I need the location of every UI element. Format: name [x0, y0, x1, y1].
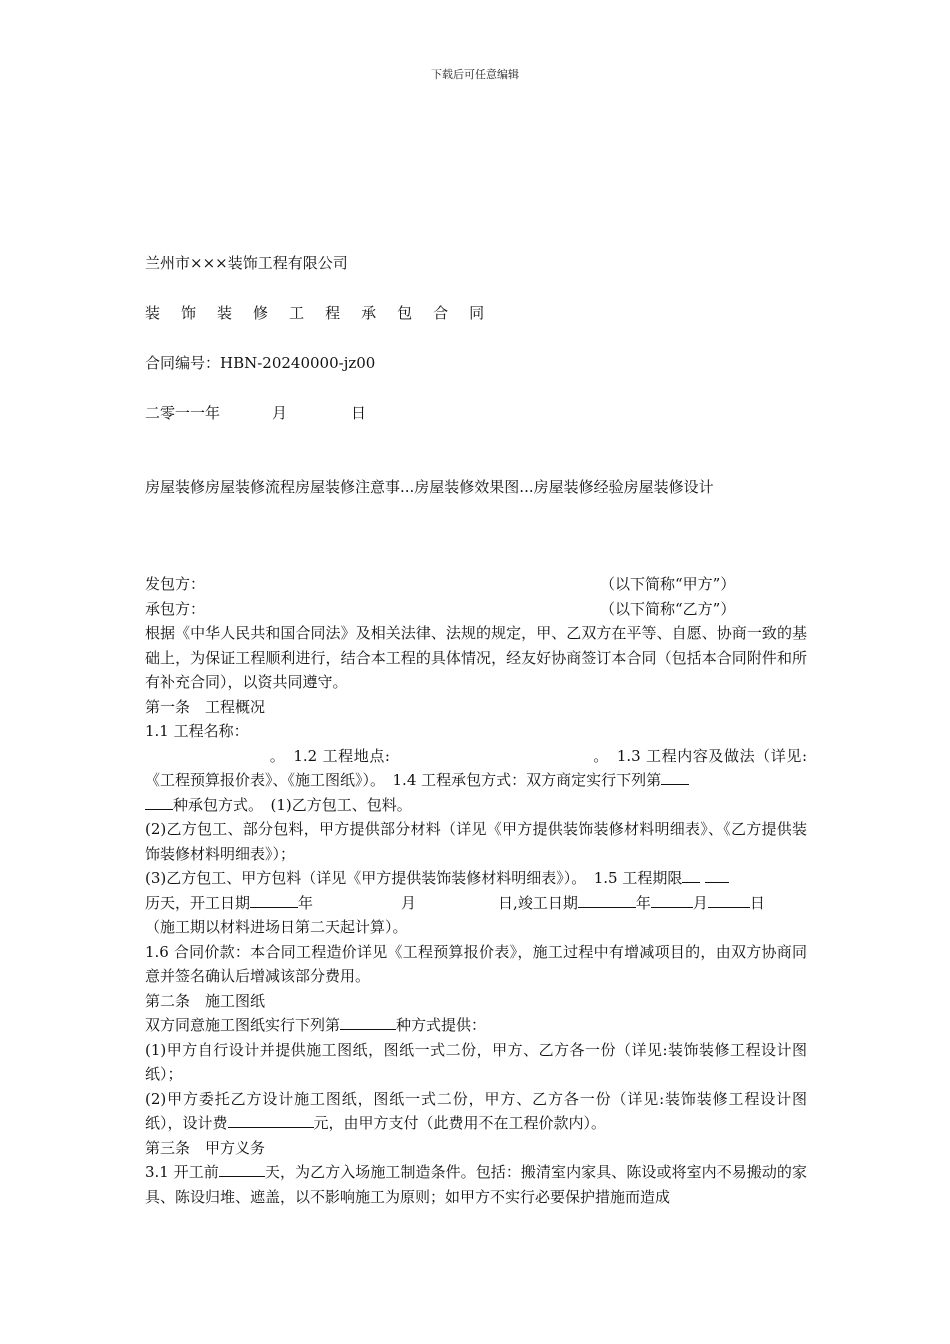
- blank-field[interactable]: [708, 893, 750, 908]
- date-month: 月: [272, 404, 288, 422]
- clause-option-3-and-1-5: (3)乙方包工、甲方包料（详见《甲方提供装饰装修材料明细表》）。 1.5 工程期限 历天，开工日期 年 月 日,竣工日期 年 月 日 （施工期以材料进场日第二天起计算）。: [145, 869, 765, 936]
- date-year: 二零一一年: [145, 404, 221, 422]
- party-a-label: 发包方：: [145, 575, 206, 593]
- contract-title: [145, 302, 505, 323]
- article-1-heading: 第一条 工程概况: [145, 697, 266, 716]
- ad-line: 房屋装修房屋装修流程房屋装修注意事...房屋装修效果图...房屋装修经验房屋装修设计: [145, 478, 714, 496]
- clause-1-6: 1.6 合同价款：本合同工程造价详见《工程预算报价表》，施工过程中有增减项目的，由双方协商同意并签名确认后增减该部分费用。: [145, 942, 807, 985]
- company-name: 兰州市×××装饰工程有限公司: [145, 254, 348, 272]
- article-2-option-1: (1)甲方自行设计并提供施工图纸，图纸一式二份，甲方、乙方各一份（详见:装饰装修工程设计图纸）；: [145, 1040, 807, 1083]
- blank-field[interactable]: [661, 770, 689, 785]
- blank-field[interactable]: [228, 1113, 314, 1128]
- title-char: 包: [397, 304, 413, 322]
- blank-field[interactable]: [651, 893, 693, 908]
- title-char: 同: [469, 304, 485, 322]
- date-day: 日: [351, 404, 367, 422]
- title-char: 修: [253, 304, 269, 322]
- article-3-heading: 第三条 甲方义务: [145, 1138, 266, 1157]
- blank-field[interactable]: [682, 868, 700, 883]
- party-a-alias: （以下简称“甲方”）: [600, 575, 736, 593]
- blank-field[interactable]: [705, 868, 729, 883]
- article-2-heading: 第二条 施工图纸: [145, 991, 266, 1010]
- clause-1-2-to-1-4: 。 1.2 工程地点: 。 1.3 工程内容及做法（详见:《工程预算报价表》、《施工图纸》）。 1.4 工程承包方式：双方商定实行下列第 种承包方式。 (1)乙方包工、包料。: [145, 746, 807, 814]
- party-a-row: [145, 572, 807, 597]
- preamble: 根据《中华人民共和国合同法》及相关法律、法规的规定，甲、乙双方在平等、自愿、协商一致的基础上，为保证工程顺利进行，结合本工程的具体情况，经友好协商签订本合同（包括本合同附件和所有补充合同），以资共同遵守。: [145, 624, 807, 691]
- title-char: 饰: [181, 304, 197, 322]
- title-char: 合: [433, 304, 449, 322]
- blank-field[interactable]: [340, 1015, 396, 1030]
- contract-body: [145, 572, 807, 1209]
- title-char: 承: [361, 304, 377, 322]
- party-b-alias: （以下简称“乙方”）: [600, 599, 736, 618]
- article-2-intro: 双方同意施工图纸实行下列第 种方式提供：: [145, 1016, 487, 1034]
- article-2-option-2: (2)甲方委托乙方设计施工图纸，图纸一式二份，甲方、乙方各一份（详见:装饰装修工程设计图纸），设计费 元，由甲方支付（此费用不在工程价款内）。: [145, 1089, 807, 1132]
- title-char: 工: [289, 304, 305, 322]
- title-char: 程: [325, 304, 341, 322]
- title-char: 装: [217, 304, 233, 322]
- clause-option-2: (2)乙方包工、部分包料，甲方提供部分材料（详见《甲方提供装饰装修材料明细表》、《乙方提供装饰装修材料明细表》）；: [145, 820, 807, 863]
- title-char: 装: [145, 304, 161, 322]
- blank-field[interactable]: [578, 893, 636, 908]
- blank-field[interactable]: [145, 795, 173, 810]
- blank-field[interactable]: [250, 893, 298, 908]
- header-note: 下载后可任意编辑: [431, 68, 519, 81]
- party-b-label: 承包方：: [145, 599, 206, 618]
- clause-3-1: 3.1 开工前 天，为乙方入场施工制造条件。包括：搬清室内家具、陈设或将室内不易搬动的家具、陈设归堆、遮盖，以不影响施工为原则；如甲方不实行必要保护措施而造成: [145, 1163, 807, 1206]
- date-line: [145, 402, 366, 423]
- contract-number: 合同编号：HBN-20240000-jz00: [145, 354, 376, 372]
- clause-1-1: 1.1 工程名称：: [145, 722, 249, 740]
- party-b-row: [145, 597, 807, 622]
- blank-field[interactable]: [219, 1162, 265, 1177]
